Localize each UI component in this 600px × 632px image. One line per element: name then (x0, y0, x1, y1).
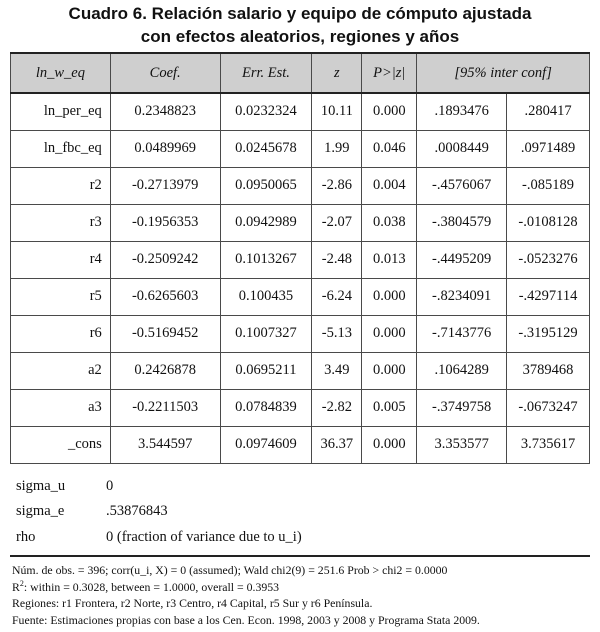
note-r-symbol: R (12, 579, 20, 594)
note-observations: Núm. de obs. = 396; corr(u_i, X) = 0 (assumed); Wald chi2(9) = 251.6 Prob > chi2 = 0.0000 (12, 563, 448, 577)
header-conf-interval: [95% inter conf] (417, 53, 590, 93)
variable-cell: a3 (11, 389, 111, 426)
title-line-1: Cuadro 6. Relación salario y equipo de cómputo ajustada (68, 4, 532, 23)
value-cell: -0.2509242 (110, 241, 220, 278)
table-row (11, 130, 590, 167)
header-std-err: Err. Est. (220, 53, 312, 93)
variable-cell: r6 (11, 315, 111, 352)
value-cell: 0.0974609 (220, 426, 312, 463)
note-r-squared (12, 579, 597, 596)
header-coef: Coef. (110, 53, 220, 93)
sigma-e-row (16, 503, 168, 520)
value-cell: 0.0489969 (110, 130, 220, 167)
value-cell: 3.735617 (507, 426, 590, 463)
table-notes (12, 562, 597, 628)
value-cell: -0.2713979 (110, 167, 220, 204)
value-cell: 0.013 (362, 241, 417, 278)
table-row (11, 389, 590, 426)
value-cell: -.4495209 (417, 241, 507, 278)
table-row (11, 315, 590, 352)
variable-cell: r4 (11, 241, 111, 278)
table-row (11, 241, 590, 278)
value-cell: -.0673247 (507, 389, 590, 426)
value-cell: 36.37 (312, 426, 362, 463)
value-cell: 0.0245678 (220, 130, 312, 167)
value-cell: -.4297114 (507, 278, 590, 315)
value-cell: -2.86 (312, 167, 362, 204)
value-cell: 0.0695211 (220, 352, 312, 389)
sigma-e-value: .53876843 (106, 503, 168, 519)
header-z: z (312, 53, 362, 93)
value-cell: .0008449 (417, 130, 507, 167)
rho-value: 0 (fraction of variance due to u_i) (106, 529, 302, 545)
variable-cell: _cons (11, 426, 111, 463)
note-r-values: : within = 0.3028, between = 1.0000, overall = 0.3953 (23, 579, 280, 594)
value-cell: 0.1007327 (220, 315, 312, 352)
header-row (11, 53, 590, 93)
value-cell: 3.353577 (417, 426, 507, 463)
value-cell: 0.0232324 (220, 93, 312, 130)
value-cell: 0.2348823 (110, 93, 220, 130)
variable-cell: ln_fbc_eq (11, 130, 111, 167)
value-cell: .280417 (507, 93, 590, 130)
sigma-u-value: 0 (106, 478, 114, 494)
sigma-e-label: sigma_e (16, 503, 65, 519)
value-cell: -2.48 (312, 241, 362, 278)
sigma-u-label: sigma_u (16, 478, 66, 494)
header-variable: ln_w_eq (11, 53, 111, 93)
note-regions: Regiones: r1 Frontera, r2 Norte, r3 Centro, r4 Capital, r5 Sur y r6 Península. (12, 596, 373, 610)
table-row (11, 167, 590, 204)
value-cell: -0.1956353 (110, 204, 220, 241)
value-cell: 0.000 (362, 426, 417, 463)
table-row (11, 278, 590, 315)
variable-cell: a2 (11, 352, 111, 389)
value-cell: 0.038 (362, 204, 417, 241)
variable-cell: r5 (11, 278, 111, 315)
value-cell: -5.13 (312, 315, 362, 352)
value-cell: 0.005 (362, 389, 417, 426)
value-cell: 0.100435 (220, 278, 312, 315)
variable-cell: r2 (11, 167, 111, 204)
value-cell: 0.0784839 (220, 389, 312, 426)
value-cell: -0.5169452 (110, 315, 220, 352)
table-title (0, 2, 600, 48)
value-cell: -.3749758 (417, 389, 507, 426)
value-cell: .0971489 (507, 130, 590, 167)
value-cell: -2.82 (312, 389, 362, 426)
value-cell: -6.24 (312, 278, 362, 315)
rho-row (16, 529, 302, 546)
title-line-2: con efectos aleatorios, regiones y años (140, 27, 460, 46)
rho-label: rho (16, 529, 36, 545)
value-cell: 3.49 (312, 352, 362, 389)
value-cell: -.7143776 (417, 315, 507, 352)
table-row (11, 352, 590, 389)
value-cell: 0.1013267 (220, 241, 312, 278)
value-cell: -0.2211503 (110, 389, 220, 426)
value-cell: 1.99 (312, 130, 362, 167)
value-cell: -.3195129 (507, 315, 590, 352)
value-cell: -.0108128 (507, 204, 590, 241)
value-cell: -.0523276 (507, 241, 590, 278)
value-cell: -.8234091 (417, 278, 507, 315)
value-cell: 0.0950065 (220, 167, 312, 204)
regression-table (10, 52, 590, 464)
value-cell: 3789468 (507, 352, 590, 389)
value-cell: -.4576067 (417, 167, 507, 204)
table-body (11, 93, 590, 463)
value-cell: .1893476 (417, 93, 507, 130)
value-cell: .1064289 (417, 352, 507, 389)
variable-cell: ln_per_eq (11, 93, 111, 130)
value-cell: -.085189 (507, 167, 590, 204)
value-cell: -.3804579 (417, 204, 507, 241)
table-row (11, 426, 590, 463)
sigma-u-row (16, 478, 113, 495)
note-source: Fuente: Estimaciones propias con base a los Cen. Econ. 1998, 2003 y 2008 y Programa Stata 2009. (12, 612, 480, 627)
value-cell: 0.000 (362, 93, 417, 130)
table-row (11, 93, 590, 130)
value-cell: 0.000 (362, 315, 417, 352)
variable-cell: r3 (11, 204, 111, 241)
table-row (11, 204, 590, 241)
note-r-superscript: 2 (19, 578, 24, 588)
value-cell: 0.2426878 (110, 352, 220, 389)
divider (10, 555, 590, 557)
value-cell: 0.046 (362, 130, 417, 167)
header-p-value: P>|z| (362, 53, 417, 93)
value-cell: 0.0942989 (220, 204, 312, 241)
value-cell: 0.000 (362, 352, 417, 389)
value-cell: 3.544597 (110, 426, 220, 463)
value-cell: 0.000 (362, 278, 417, 315)
value-cell: -0.6265603 (110, 278, 220, 315)
value-cell: 10.11 (312, 93, 362, 130)
value-cell: -2.07 (312, 204, 362, 241)
value-cell: 0.004 (362, 167, 417, 204)
